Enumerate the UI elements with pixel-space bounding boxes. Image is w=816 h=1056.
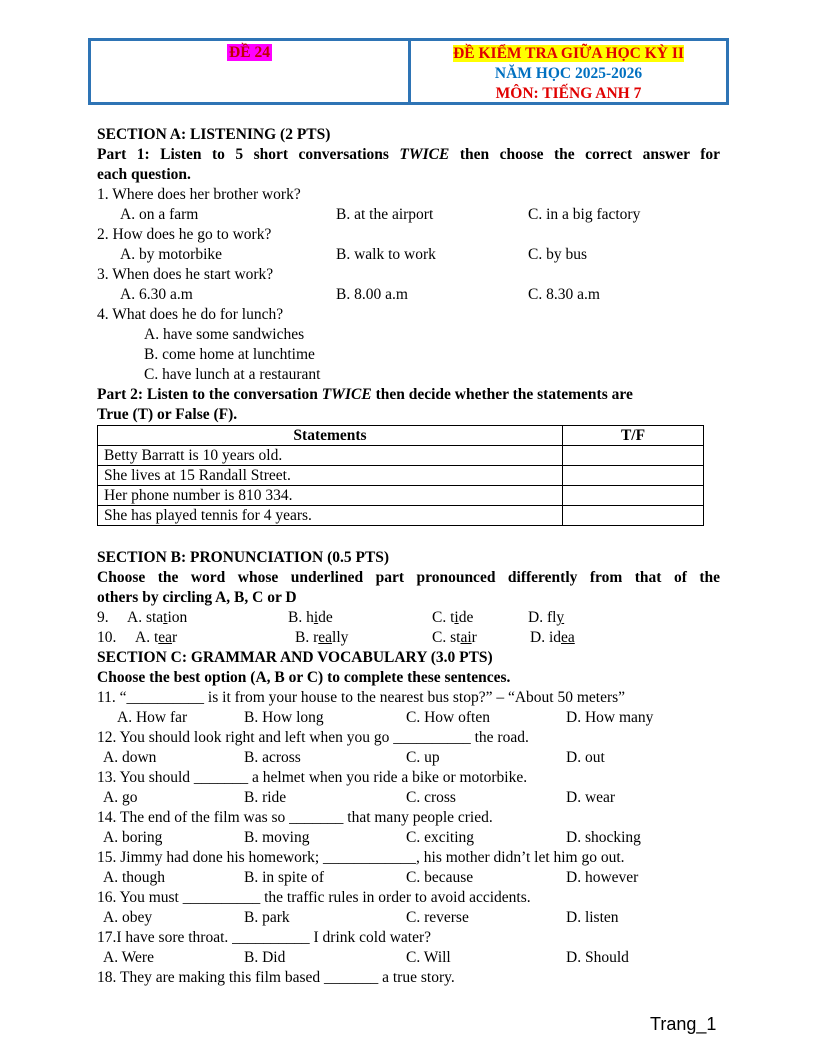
question-12-options [97, 748, 720, 768]
option-b[interactable]: B. 8.00 a.m [336, 286, 408, 303]
part2-instruction: Part 2: Listen to the conversation TWICE then decide whether the statements are [97, 386, 633, 403]
exam-code: ĐỀ 24 [229, 44, 270, 61]
tf-answer-cell[interactable] [563, 446, 704, 466]
option-a[interactable]: A. obey [103, 909, 153, 926]
question-16-options [97, 908, 720, 928]
section-b-instruction-cont: others by circling A, B, C or D [97, 589, 297, 606]
option-c[interactable]: C. 8.30 a.m [528, 286, 600, 303]
option-b[interactable]: B. hide [288, 609, 333, 626]
statement-cell: She has played tennis for 4 years. [98, 506, 563, 526]
option-d[interactable]: D. shocking [566, 829, 641, 846]
option-a[interactable]: A. tear [135, 629, 178, 646]
question-list [97, 688, 720, 968]
statement-cell: Her phone number is 810 334. [98, 486, 563, 506]
question-number: 9. [97, 609, 109, 626]
option-a[interactable]: A. though [103, 869, 165, 886]
option-a[interactable]: A. on a farm [120, 206, 199, 223]
statements-header: Statements [98, 426, 563, 446]
page-number: Trang_1 [650, 1014, 717, 1034]
option-b[interactable]: B. Did [244, 949, 286, 966]
question-4: 4. What does he do for lunch? [97, 306, 284, 323]
tf-answer-cell[interactable] [563, 466, 704, 486]
statement-cell: Betty Barratt is 10 years old. [98, 446, 563, 466]
option-d[interactable]: D. fly [528, 609, 565, 626]
option-a[interactable]: A. station [127, 609, 188, 626]
statement-cell: She lives at 15 Randall Street. [98, 466, 563, 486]
part1-instruction-cont: each question. [97, 166, 191, 183]
part2-instruction-cont: True (T) or False (F). [97, 406, 238, 423]
option-c[interactable]: C. How often [406, 709, 490, 726]
question-16: 16. You must __________ the traffic rules in order to avoid accidents. [97, 889, 531, 906]
section-b-instruction: Choose the word whose underlined part pronounced differently from that of the [97, 569, 720, 586]
question-10 [97, 628, 720, 648]
question-15: 15. Jimmy had done his homework; ____________, his mother didn’t let him go out. [97, 849, 625, 866]
question-13: 13. You should _______ a helmet when you ride a bike or motorbike. [97, 769, 528, 786]
question-number: 10. [97, 629, 117, 646]
option-c[interactable]: C. up [406, 749, 440, 766]
option-a[interactable]: A. boring [103, 829, 163, 846]
option-b[interactable]: B. come home at lunchtime [144, 346, 315, 363]
question-17-options [97, 948, 720, 968]
option-d[interactable]: D. wear [566, 789, 616, 806]
option-c[interactable]: C. because [406, 869, 474, 886]
option-b[interactable]: B. at the airport [336, 206, 434, 223]
question-3: 3. When does he start work? [97, 266, 274, 283]
question-15-options [97, 868, 720, 888]
option-b[interactable]: B. in spite of [244, 869, 325, 886]
question-11-options [97, 708, 720, 728]
question-9 [97, 608, 720, 628]
section-c-instruction: Choose the best option (A, B or C) to complete these sentences. [97, 669, 511, 686]
question-4-option-b [97, 345, 720, 365]
option-d[interactable]: D. Should [566, 949, 629, 966]
exam-title: ĐỀ KIỂM TRA GIỮA HỌC KỲ II [453, 45, 684, 62]
option-c[interactable]: C. stair [432, 629, 477, 646]
tf-answer-cell[interactable] [563, 506, 704, 526]
part1-instruction: Part 1: Listen to 5 short conversations TWICE then choose the correct answer for [97, 146, 720, 163]
option-b[interactable]: B. really [295, 629, 349, 646]
option-b[interactable]: B. How long [244, 709, 324, 726]
question-14: 14. The end of the film was so _______ that many people cried. [97, 809, 493, 826]
option-a[interactable]: A. down [103, 749, 157, 766]
option-d[interactable]: D. How many [566, 709, 654, 726]
table-row [98, 506, 704, 526]
option-a[interactable]: A. How far [117, 709, 188, 726]
table-row [98, 466, 704, 486]
question-11: 11. “__________ is it from your house to the nearest bus stop?” – “About 50 meters” [97, 689, 626, 706]
option-a[interactable]: A. Were [103, 949, 154, 966]
option-c[interactable]: C. tide [432, 609, 474, 626]
option-a[interactable]: A. go [103, 789, 138, 806]
option-b[interactable]: B. across [244, 749, 301, 766]
table-row [98, 446, 704, 466]
option-d[interactable]: D. listen [566, 909, 619, 926]
option-c[interactable]: C. cross [406, 789, 456, 806]
section-a-title: SECTION A: LISTENING (2 PTS) [97, 126, 331, 143]
true-false-table [97, 425, 704, 526]
question-14-options [97, 828, 720, 848]
table-row [98, 486, 704, 506]
option-b[interactable]: B. walk to work [336, 246, 436, 263]
school-year: NĂM HỌC 2025-2026 [494, 65, 643, 82]
question-4-option-c [97, 365, 720, 385]
question-4-option-a [97, 325, 720, 345]
option-a[interactable]: A. 6.30 a.m [120, 286, 193, 303]
question-13-options [97, 788, 720, 808]
option-d[interactable]: D. however [566, 869, 639, 886]
option-b[interactable]: B. moving [244, 829, 310, 846]
exam-header-box [88, 38, 729, 105]
tf-header: T/F [563, 426, 704, 446]
question-2: 2. How does he go to work? [97, 226, 272, 243]
section-b-title: SECTION B: PRONUNCIATION (0.5 PTS) [97, 549, 390, 566]
question-1: 1. Where does her brother work? [97, 186, 301, 203]
option-a[interactable]: A. have some sandwiches [144, 326, 305, 343]
option-c[interactable]: C. by bus [528, 246, 587, 263]
section-c-title: SECTION C: GRAMMAR AND VOCABULARY (3.0 PTS) [97, 649, 493, 666]
subject: MÔN: TIẾNG ANH 7 [495, 85, 642, 102]
exam-code-cell [91, 41, 411, 102]
option-b[interactable]: B. ride [244, 789, 287, 806]
option-d[interactable]: D. out [566, 749, 605, 766]
spacer [97, 526, 720, 548]
question-3-options [97, 285, 720, 305]
question-12: 12. You should look right and left when you go __________ the road. [97, 729, 529, 746]
option-d[interactable]: D. idea [530, 629, 575, 646]
question-18: 18. They are making this film based _______ a true story. [97, 969, 455, 986]
option-a[interactable]: A. by motorbike [120, 246, 223, 263]
tf-answer-cell[interactable] [563, 486, 704, 506]
exam-title-cell [411, 41, 726, 102]
exam-content [97, 125, 720, 988]
question-1-options [97, 205, 720, 225]
question-17: 17.I have sore throat. __________ I drink cold water? [97, 929, 432, 946]
option-c[interactable]: C. reverse [406, 909, 469, 926]
option-c[interactable]: C. have lunch at a restaurant [144, 366, 321, 383]
option-c[interactable]: C. in a big factory [528, 206, 641, 223]
option-c[interactable]: C. Will [406, 949, 451, 966]
option-b[interactable]: B. park [244, 909, 290, 926]
option-c[interactable]: C. exciting [406, 829, 475, 846]
question-2-options [97, 245, 720, 265]
